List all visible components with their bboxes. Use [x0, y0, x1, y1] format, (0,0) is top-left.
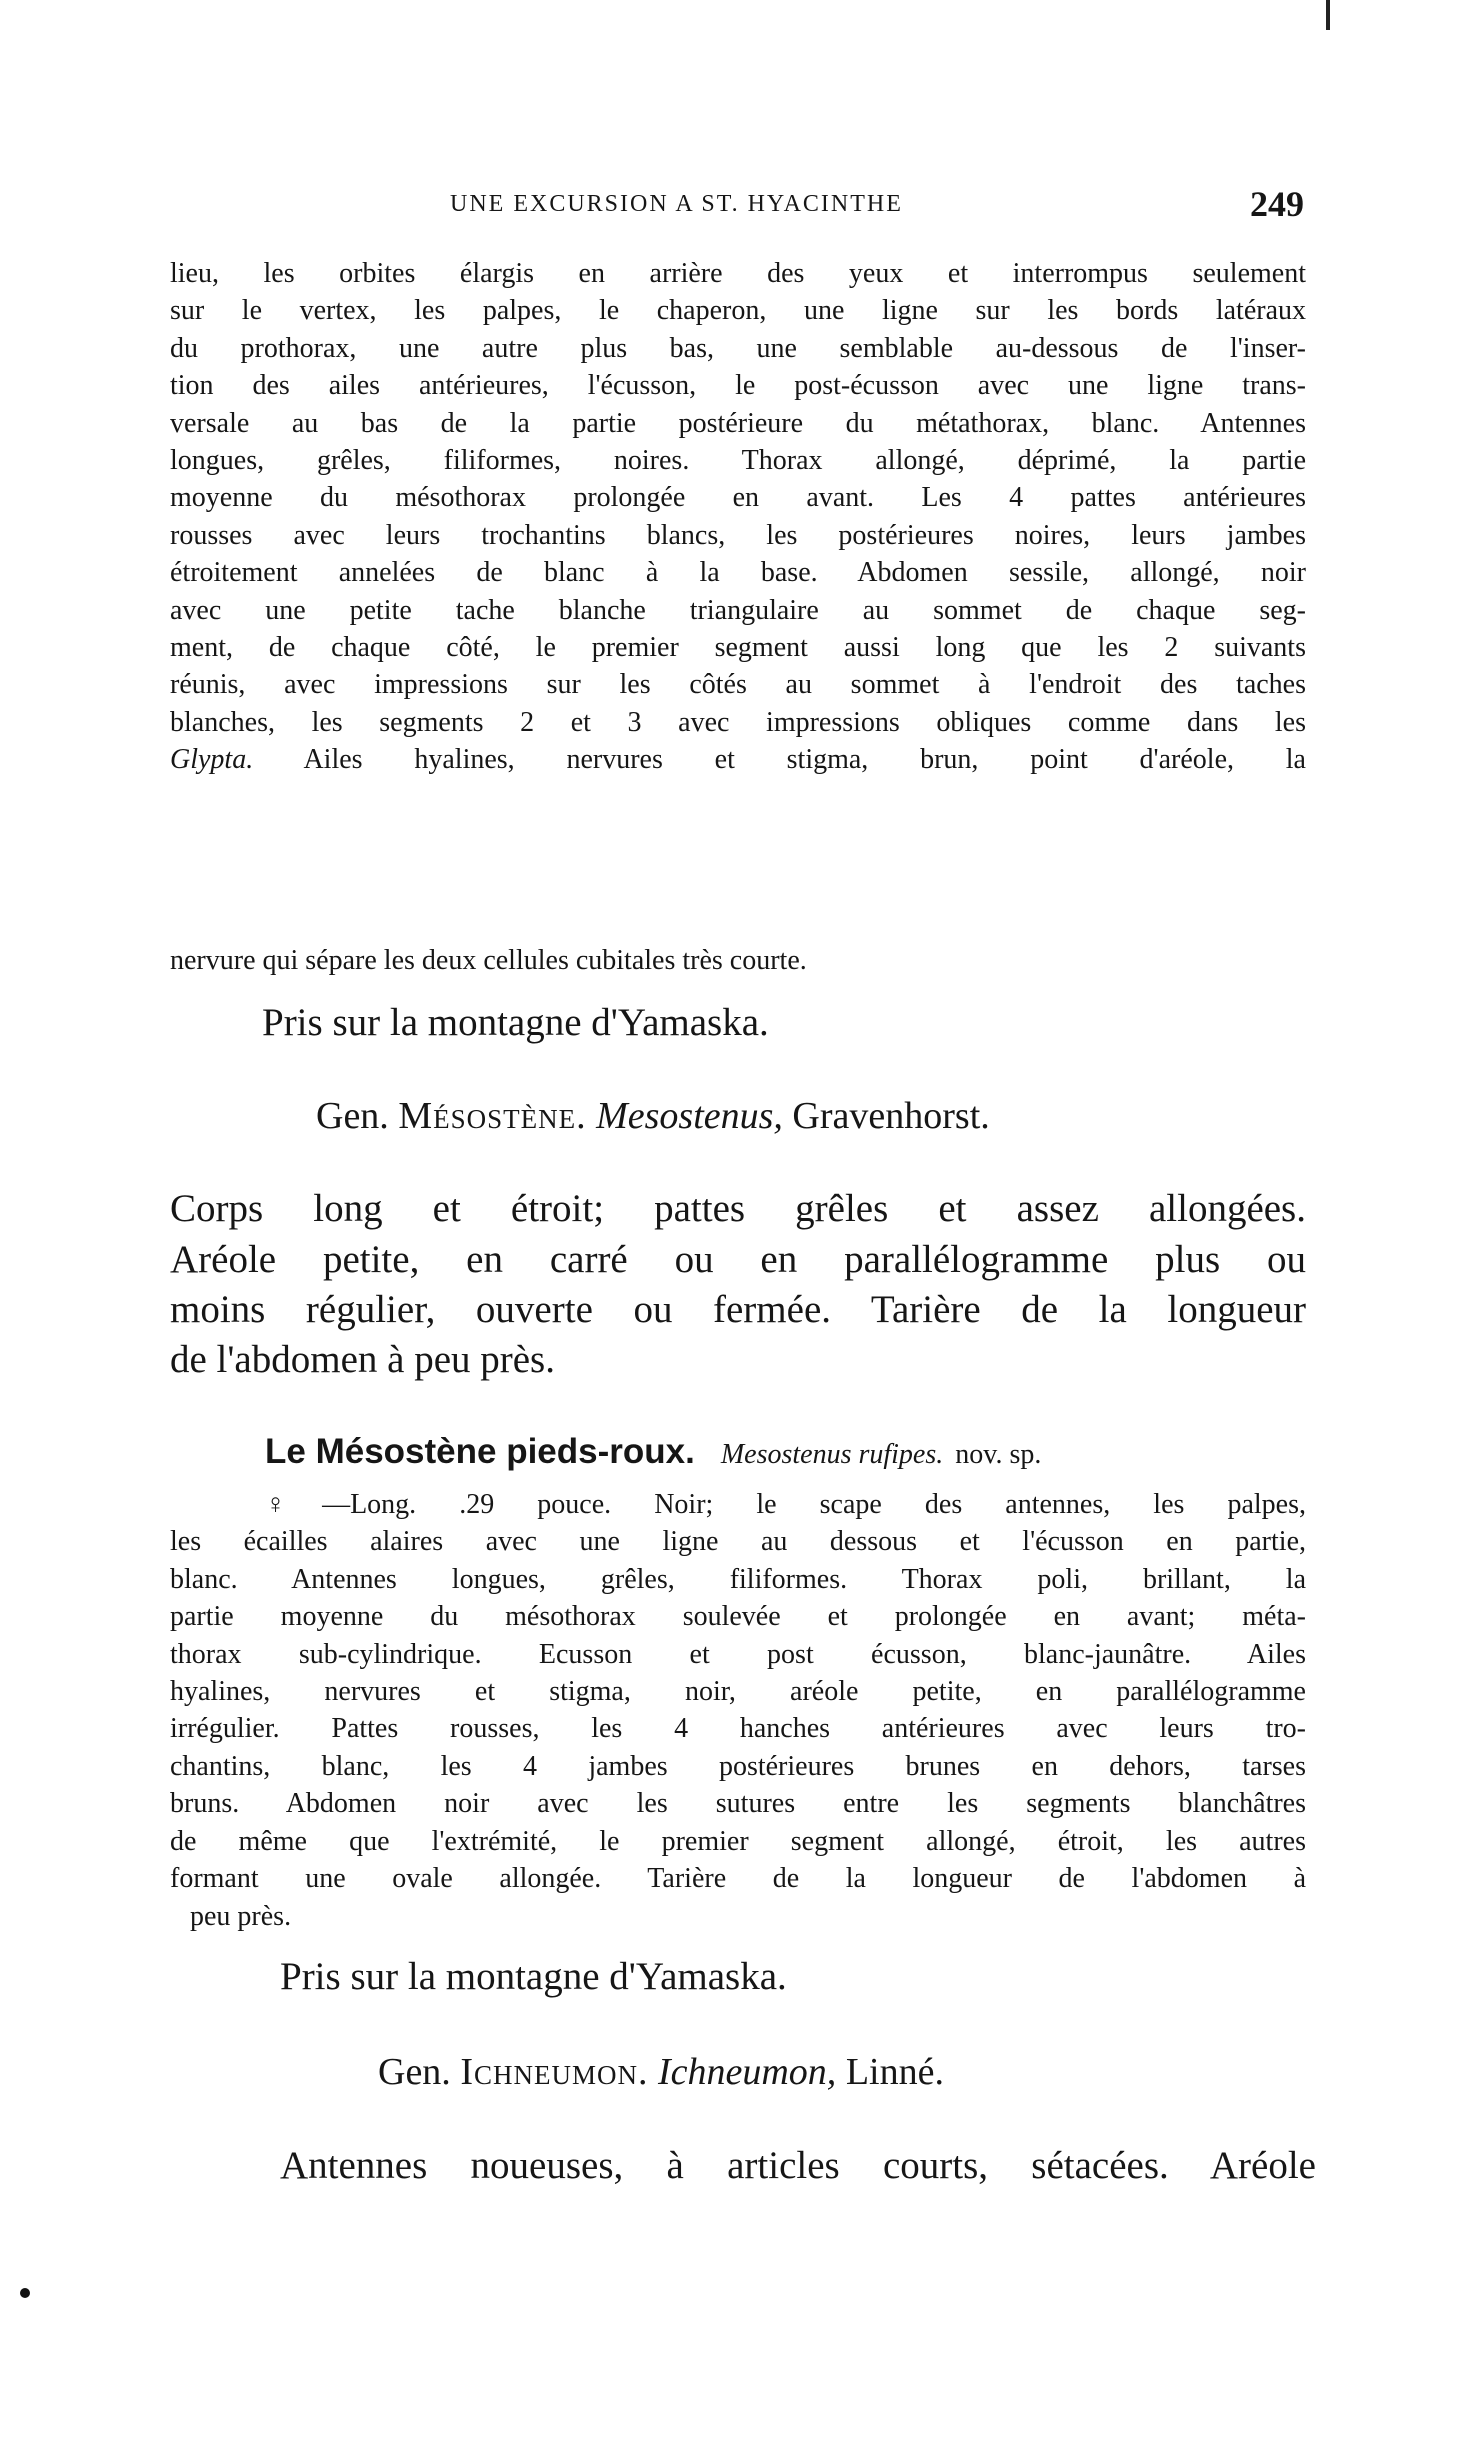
genus-description-end	[170, 1335, 1306, 1386]
genus-author: Gravenhorst.	[792, 1095, 990, 1137]
text-fragment: Ailes hyalines, nervures et stigma, brun, point d'aréole, la	[253, 744, 1306, 776]
text-line: les écailles alaires avec une ligne au dessous et l'écusson en partie,	[170, 1526, 1306, 1558]
text-line: formant une ovale allongée. Tarière de la longueur de l'abdomen à	[170, 1863, 1306, 1895]
scan-dot	[20, 2288, 30, 2298]
genus-reference: Glypta.	[170, 744, 254, 776]
text-line: chantins, blanc, les 4 jambes postérieures brunes en dehors, tarses	[170, 1750, 1306, 1782]
text-line: tion des ailes antérieures, l'écusson, le post-écusson avec une ligne trans-	[170, 370, 1306, 402]
species-description	[170, 1486, 1306, 1897]
genus-description	[170, 1184, 1306, 1336]
text-line: blanc. Antennes longues, grêles, filiformes. Thorax poli, brillant, la	[170, 1563, 1306, 1595]
text-line: lieu, les orbites élargis en arrière des yeux et interrompus seulement	[170, 258, 1306, 289]
text-line: nervure qui sépare les deux cellules cubitales très courte.	[170, 945, 807, 976]
text-line: hyalines, nervures et stigma, noir, aréole petite, en parallélogramme	[170, 1676, 1306, 1708]
text-line: avec une petite tache blanche triangulaire au sommet de chaque seg-	[170, 594, 1306, 626]
text-line: moyenne du mésothorax prolongée en avant. Les 4 pattes antérieures	[170, 482, 1306, 514]
text-line: de l'abdomen à peu près.	[170, 1338, 555, 1381]
species-description-end	[190, 1898, 1326, 1935]
paragraph-description-end	[170, 942, 1306, 979]
paragraph-description	[170, 255, 1306, 779]
text-line: Corps long et étroit; pattes grêles et assez allongées.	[170, 1187, 1306, 1230]
genus-author: Linné.	[845, 2051, 944, 2093]
genus-name: Ichneumon.	[460, 2051, 649, 2093]
genus-description	[280, 2141, 1316, 2192]
text-line: blanches, les segments 2 et 3 avec impressions obliques comme dans les	[170, 706, 1306, 738]
page-header	[450, 183, 1304, 227]
text-line: Aréole petite, en carré ou en parallélogramme plus ou	[170, 1237, 1306, 1281]
scan-edge-mark	[1326, 0, 1330, 30]
species-nov: nov. sp.	[955, 1439, 1042, 1470]
text-line: thorax sub-cylindrique. Ecusson et post écusson, blanc-jaunâtre. Ailes	[170, 1638, 1306, 1670]
text-line: rousses avec leurs trochantins blancs, les postérieures noires, leurs jambes	[170, 519, 1306, 551]
text-line: ment, de chaque côté, le premier segment aussi long que les 2 suivants	[170, 632, 1306, 664]
genus-heading	[316, 1094, 990, 1138]
text-line: réunis, avec impressions sur les côtés au sommet à l'endroit des taches	[170, 669, 1306, 701]
text-line: partie moyenne du mésothorax soulevée et prolongée en avant; méta-	[170, 1601, 1306, 1633]
locality-note: Pris sur la montagne d'Yamaska.	[280, 1955, 787, 1998]
text-line: de même que l'extrémité, le premier segment allongé, étroit, les autres	[170, 1825, 1306, 1857]
species-latin: Mesostenus rufipes.	[720, 1439, 944, 1470]
running-head: UNE EXCURSION A ST. HYACINTHE	[450, 191, 903, 217]
text-line: Antennes noueuses, à articles courts, sétacées. Aréole	[280, 2144, 1316, 2187]
text-line	[170, 741, 1306, 778]
text-line: moins régulier, ouverte ou fermée. Tarière de la longueur	[170, 1288, 1306, 1331]
species-name: Le Mésostène pieds-roux.	[265, 1432, 695, 1471]
text-line: irrégulier. Pattes rousses, les 4 hanches antérieures avec leurs tro-	[170, 1713, 1306, 1745]
genus-prefix: Gen.	[378, 2051, 451, 2093]
text-line: étroitement annelées de blanc à la base. Abdomen sessile, allongé, noir	[170, 557, 1306, 589]
genus-latin: Mesostenus,	[596, 1095, 783, 1137]
genus-name: Mésostène.	[398, 1095, 587, 1137]
page-number: 249	[1250, 184, 1304, 224]
text-line: bruns. Abdomen noir avec les sutures entre les segments blanchâtres	[170, 1788, 1306, 1820]
genus-prefix: Gen.	[316, 1095, 389, 1137]
text-line: ♀—Long. .29 pouce. Noir; le scape des antennes, les palpes,	[265, 1489, 1306, 1520]
text-line: versale au bas de la partie postérieure du métathorax, blanc. Antennes	[170, 407, 1306, 439]
text-line: peu près.	[190, 1901, 292, 1932]
species-heading	[265, 1432, 1041, 1472]
text-line: longues, grêles, filiformes, noires. Thorax allongé, déprimé, la partie	[170, 445, 1306, 477]
locality-note: Pris sur la montagne d'Yamaska.	[262, 1001, 769, 1044]
text-line: du prothorax, une autre plus bas, une semblable au-dessous de l'inser-	[170, 332, 1306, 364]
genus-latin: Ichneumon,	[657, 2051, 837, 2093]
genus-heading	[378, 2050, 944, 2094]
text-line: sur le vertex, les palpes, le chaperon, une ligne sur les bords latéraux	[170, 295, 1306, 327]
